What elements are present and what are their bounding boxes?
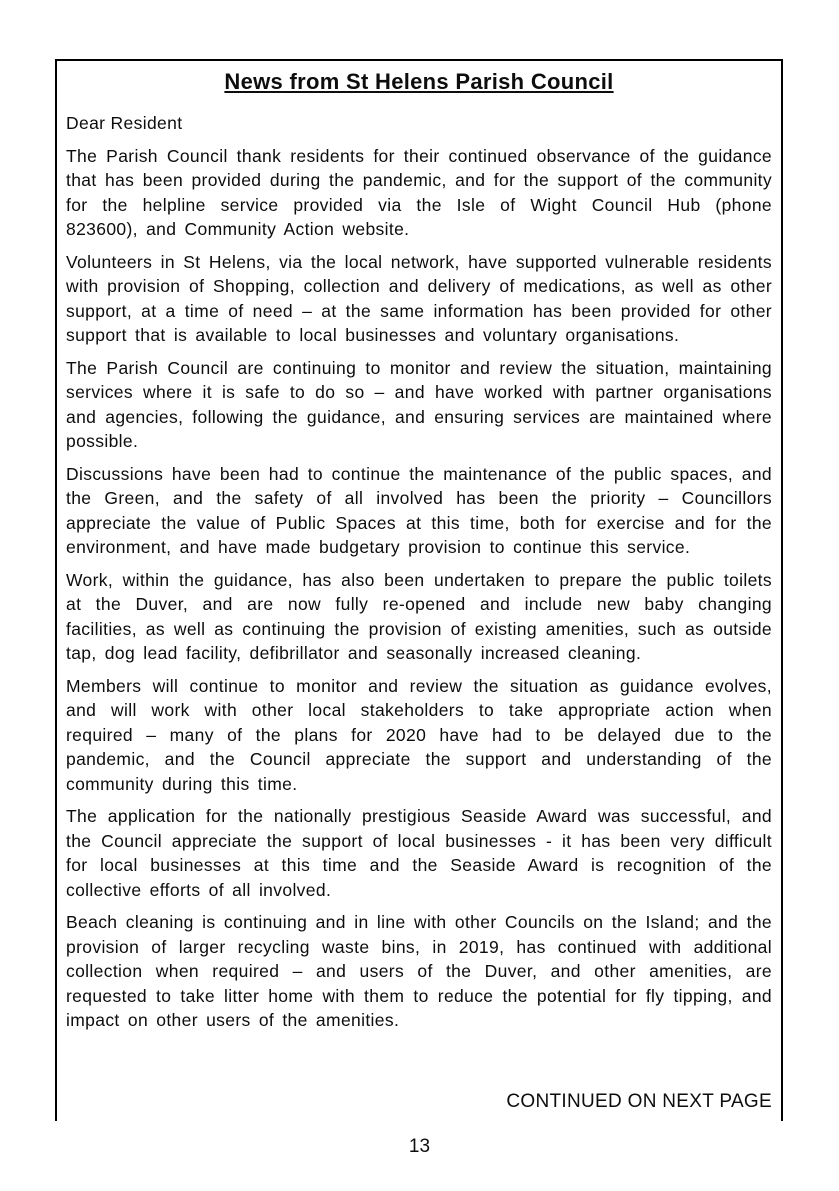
body-paragraph: The Parish Council thank residents for their continued observance of the guidance that has been provided during the pandemic, and for the support of the community for the helpline service provided via the Isle of Wight Council Hub (phone 823600), and Community Action website. xyxy=(66,145,772,239)
continued-on-next-page-label: CONTINUED ON NEXT PAGE xyxy=(506,1091,772,1112)
page-number: 13 xyxy=(408,1136,431,1157)
body-paragraph: Discussions have been had to continue the maintenance of the public spaces, and the Green, and the safety of all involved has been the priority – Councillors appreciate the value of Public Spaces at this time, both for exercise and for the environment, and have made budgetary provision to continue this service. xyxy=(66,463,772,557)
body-paragraph: Volunteers in St Helens, via the local network, have supported vulnerable residents with provision of Shopping, collection and delivery of medications, as well as other support, at a time of need – at the same information has been provided for other support that is available to local businesses and voluntary organisations. xyxy=(66,251,772,345)
body-paragraph: The Parish Council are continuing to monitor and review the situation, maintaining services where it is safe to do so – and have worked with partner organisations and agencies, following the guidance, and ensuring services are maintained where possible. xyxy=(66,357,772,451)
body-paragraph: The application for the nationally prestigious Seaside Award was successful, and the Council appreciate the support of local businesses - it has been very difficult for local businesses at this time and the Seaside Award is recognition of the collective efforts of all involved. xyxy=(66,806,772,900)
salutation: Dear Resident xyxy=(66,113,183,133)
article-title: News from St Helens Parish Council xyxy=(224,69,614,94)
body-paragraph: Work, within the guidance, has also been undertaken to prepare the public toilets at the Duver, and are now fully re-opened and include new baby changing facilities, as well as continuing the provision of existing amenities, such as outside tap, dog lead facility, defibrillator and seasonally increased cleaning. xyxy=(66,569,772,663)
article-border-box xyxy=(55,59,783,1121)
body-paragraph: Beach cleaning is continuing and in line with other Councils on the Island; and the provision of larger recycling waste bins, in 2019, has continued with additional collection when required – and users of the Duver, and other amenities, are requested to take litter home with them to reduce the potential for fly tipping, and impact on other users of the amenities. xyxy=(66,912,772,1030)
body-paragraph: Members will continue to monitor and review the situation as guidance evolves, and will work with other local stakeholders to take appropriate action when required – many of the plans for 2020 have had to be delayed due to the pandemic, and the Council appreciate the support and understanding of the community during this time. xyxy=(66,675,772,794)
